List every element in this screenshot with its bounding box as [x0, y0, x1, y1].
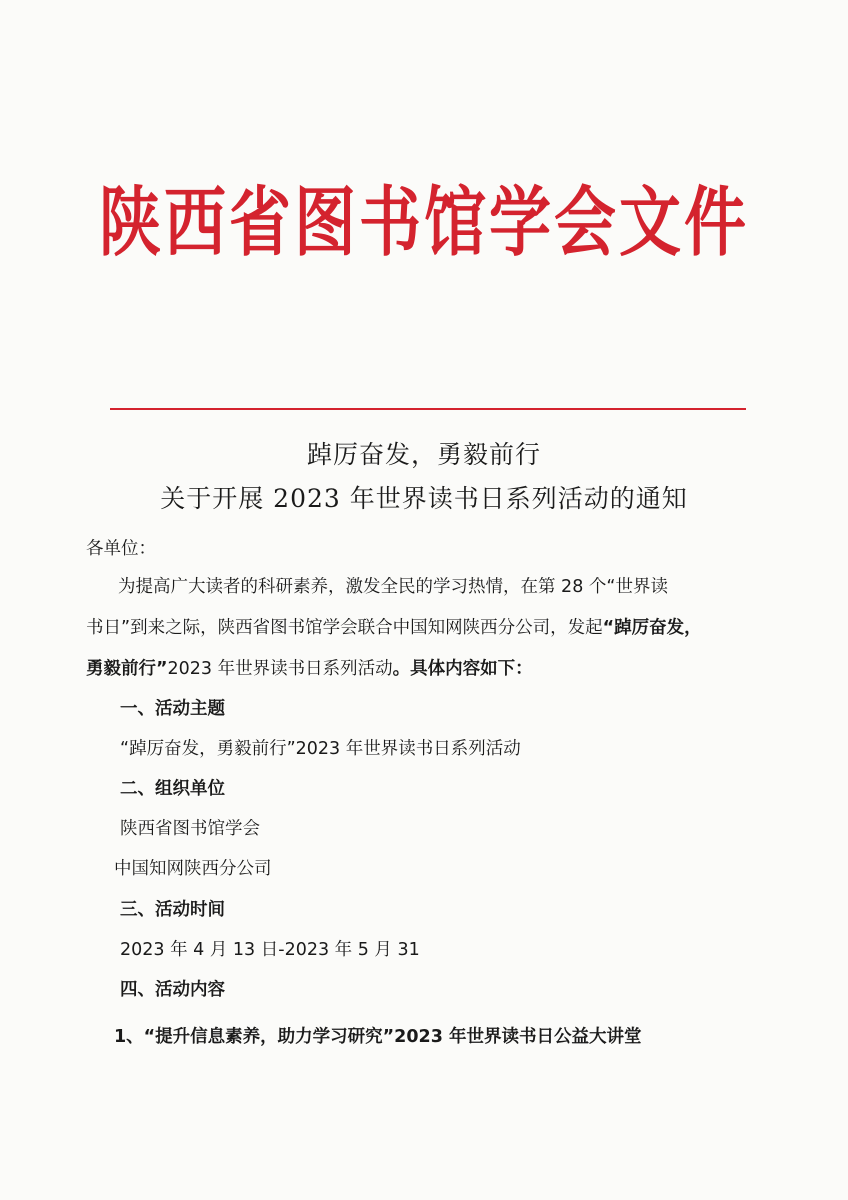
paragraph-line-1: 为提高广大读者的科研素养，激发全民的学习热情，在第 28 个“世界读 [118, 577, 668, 597]
section-heading-time: 三、活动时间 [120, 900, 225, 920]
section-heading-organizers: 二、组织单位 [120, 779, 225, 799]
notice-title-line-1: 踔厉奋发，勇毅前行 [306, 440, 541, 469]
paragraph-bold-text: “踔厉奋发， [602, 618, 702, 638]
salutation: 各单位： [86, 539, 156, 559]
paragraph-text: 2023 年世界读书日系列活动 [167, 659, 393, 679]
theme-text: “踔厉奋发，勇毅前行”2023 年世界读书日系列活动 [120, 739, 521, 759]
paragraph-line-2 [86, 615, 702, 641]
section-heading-theme: 一、活动主题 [120, 699, 225, 719]
content-item-1: 1、“提升信息素养，助力学习研究”2023 年世界读书日公益大讲堂 [114, 1027, 642, 1047]
organizer-item: 中国知网陕西分公司 [114, 859, 272, 879]
document-header-title: 陕西省图书馆学会文件 [98, 177, 749, 267]
organizer-item: 陕西省图书馆学会 [120, 819, 260, 839]
paragraph-text: 书日”到来之际，陕西省图书馆学会联合中国知网陕西分公司，发起 [86, 618, 603, 638]
notice-title-line-2: 关于开展 2023 年世界读书日系列活动的通知 [160, 484, 688, 513]
paragraph-line-3 [86, 656, 533, 682]
paragraph-bold-text: 勇毅前行” [86, 659, 168, 679]
red-divider-rule [110, 408, 746, 410]
activity-date-range: 2023 年 4 月 13 日-2023 年 5 月 31 [120, 940, 420, 960]
paragraph-bold-text: 。具体内容如下： [392, 659, 533, 679]
section-heading-content: 四、活动内容 [120, 980, 225, 1000]
